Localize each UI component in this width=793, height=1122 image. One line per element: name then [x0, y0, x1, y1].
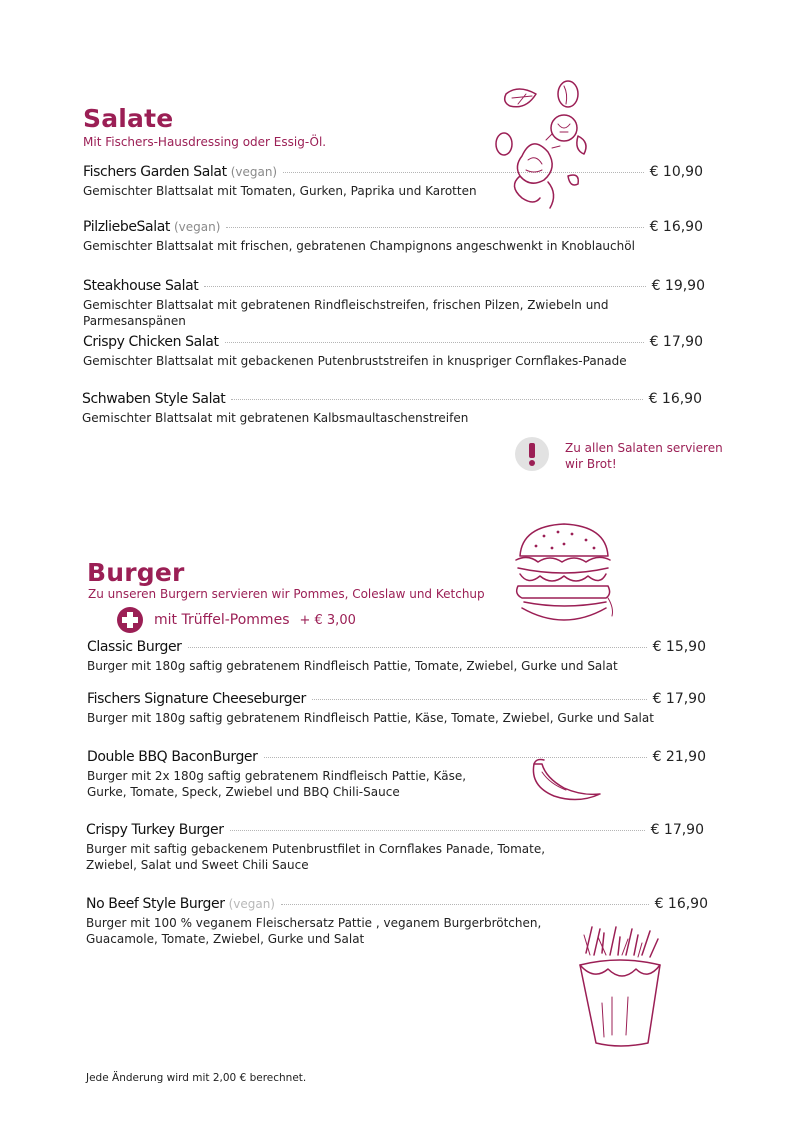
- description-line: Burger mit 100 % veganem Fleischersatz Pattie , veganem Burgerbrötchen,: [86, 916, 542, 930]
- salad-illustration-icon: [488, 76, 596, 216]
- plus-icon: [116, 606, 144, 634]
- menu-item: [87, 639, 706, 674]
- item-price: € 15,90: [652, 639, 706, 655]
- menu-item: [87, 749, 706, 800]
- item-description: Gemischter Blattsalat mit frischen, gebratenen Champignons angeschwenkt in Knoblauchöl: [83, 239, 635, 253]
- extra-name: mit Trüffel-Pommes: [154, 612, 290, 628]
- item-price: € 17,90: [650, 822, 704, 838]
- footer-note: Jede Änderung wird mit 2,00 € berechnet.: [86, 1072, 307, 1084]
- item-name: Crispy Chicken Salat: [83, 334, 219, 350]
- menu-item: [83, 334, 703, 369]
- item-description: Gemischter Blattsalat mit gebratenen Rindfleischstreifen, frischen Pilzen, Zwiebeln und Parmesanspänen: [83, 298, 609, 328]
- menu-item: [83, 164, 703, 199]
- leader-dots: [204, 286, 645, 287]
- item-description: Gemischter Blattsalat mit gebackenen Putenbruststreifen in knuspriger Cornflakes-Panade: [83, 354, 627, 368]
- menu-item: [83, 219, 703, 254]
- salate-title: Salate: [83, 104, 174, 133]
- item-price: € 16,90: [649, 219, 703, 235]
- item-name: Classic Burger: [87, 639, 182, 655]
- description-line: Zwiebel, Salat und Sweet Chili Sauce: [86, 858, 309, 872]
- menu-item: [86, 822, 704, 873]
- burger-illustration-icon: [508, 520, 618, 632]
- burger-subtitle: Zu unseren Burgern servieren wir Pommes, Coleslaw und Ketchup: [88, 587, 485, 601]
- item-description: [87, 768, 706, 800]
- fries-icon: [572, 925, 666, 1049]
- item-price: € 16,90: [648, 391, 702, 407]
- item-price: € 10,90: [649, 164, 703, 180]
- truffle-fries-extra: [154, 612, 356, 628]
- leader-dots: [231, 399, 642, 400]
- exclamation-icon: [514, 436, 550, 472]
- item-description: [86, 841, 704, 873]
- leader-dots: [312, 699, 647, 700]
- item-name: No Beef Style Burger: [86, 896, 225, 912]
- item-name: Schwaben Style Salat: [82, 391, 226, 407]
- extra-price: + € 3,00: [299, 613, 356, 628]
- item-name: Fischers Garden Salat: [83, 164, 227, 180]
- item-name: PilzliebeSalat: [83, 219, 170, 235]
- description-line: Guacamole, Tomate, Zwiebel, Gurke und Salat: [86, 932, 365, 946]
- note-line: wir Brot!: [565, 457, 617, 471]
- burger-title: Burger: [87, 558, 185, 587]
- menu-item: [87, 691, 706, 726]
- leader-dots: [188, 647, 647, 648]
- item-price: € 17,90: [649, 334, 703, 350]
- leader-dots: [281, 904, 649, 905]
- description-line: Burger mit 2x 180g saftig gebratenem Rindfleisch Pattie, Käse,: [87, 769, 467, 783]
- item-name: Crispy Turkey Burger: [86, 822, 224, 838]
- note-line: Zu allen Salaten servieren: [565, 441, 723, 455]
- item-name: Double BBQ BaconBurger: [87, 749, 258, 765]
- salate-note: [565, 440, 723, 472]
- item-price: € 19,90: [651, 278, 705, 294]
- chili-icon: [520, 756, 606, 806]
- leader-dots: [230, 830, 645, 831]
- leader-dots: [226, 227, 643, 228]
- description-line: Gurke, Tomate, Speck, Zwiebel und BBQ Chili-Sauce: [87, 785, 400, 799]
- leader-dots: [225, 342, 644, 343]
- item-price: € 16,90: [654, 896, 708, 912]
- item-name: Steakhouse Salat: [83, 278, 199, 294]
- item-description: Gemischter Blattsalat mit Tomaten, Gurken, Paprika und Karotten: [83, 184, 477, 198]
- menu-item: [83, 278, 705, 329]
- item-description: Gemischter Blattsalat mit gebratenen Kalbsmaultaschenstreifen: [82, 411, 469, 425]
- item-description: Burger mit 180g saftig gebratenem Rindfleisch Pattie, Käse, Tomate, Zwiebel, Gurke und Salat: [87, 711, 654, 725]
- description-line: Burger mit saftig gebackenem Putenbrustfilet in Cornflakes Panade, Tomate,: [86, 842, 546, 856]
- item-name: Fischers Signature Cheeseburger: [87, 691, 306, 707]
- item-tag: (vegan): [230, 165, 278, 179]
- salate-subtitle: Mit Fischers-Hausdressing oder Essig-Öl.: [83, 135, 327, 149]
- item-price: € 21,90: [652, 749, 706, 765]
- item-description: Burger mit 180g saftig gebratenem Rindfleisch Pattie, Tomate, Zwiebel, Gurke und Salat: [87, 659, 618, 673]
- item-tag: (vegan): [173, 220, 221, 234]
- item-tag: (vegan): [228, 897, 275, 911]
- item-price: € 17,90: [652, 691, 706, 707]
- menu-item: [82, 391, 702, 426]
